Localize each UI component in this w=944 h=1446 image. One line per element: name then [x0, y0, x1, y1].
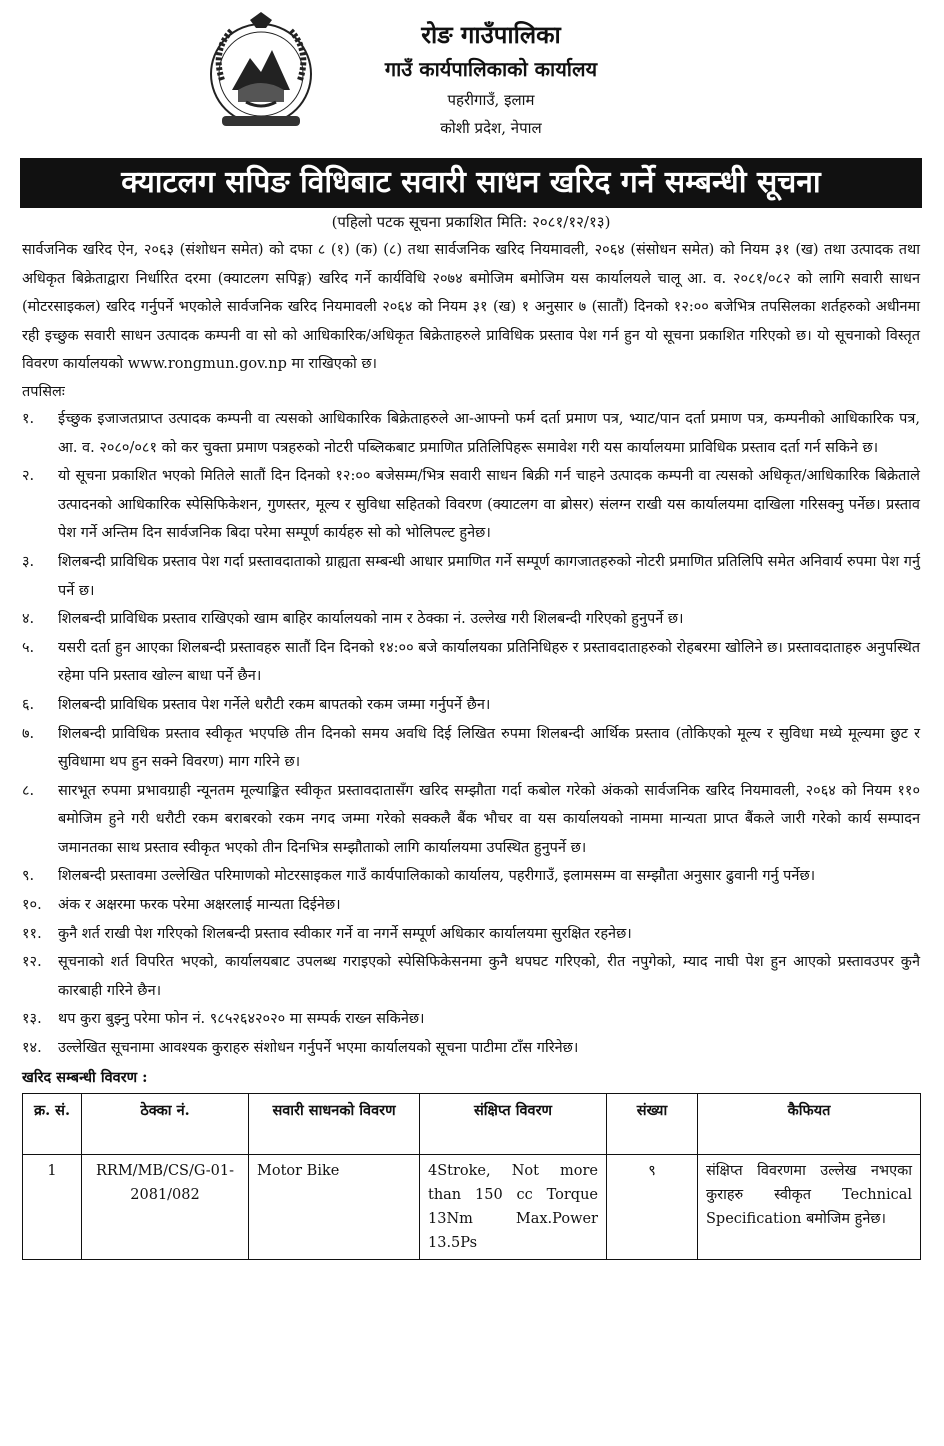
- condition-text: शिलबन्दी प्राविधिक प्रस्ताव पेश गर्नेले धरौटी रकम बापतको रकम जम्मा गर्नुपर्ने छैन।: [58, 696, 491, 713]
- condition-number: १.: [22, 410, 35, 427]
- cell-serial: 1: [23, 1154, 82, 1259]
- condition-number: ७.: [22, 725, 35, 742]
- column-header-vehicle: सवारी साधनको विवरण: [249, 1093, 420, 1154]
- condition-text: ईच्छुक इजाजतप्राप्त उत्पादक कम्पनी वा त्यसको आधिकारिक बिक्रेताहरुले आ-आफ्नो फर्म दर्ता प्रमाण पत्र, भ्याट/पान दर्ता प्रमाण पत्र, कम्पनीको आधिकारिक पत्र, आ. व. २०८०/०८१ को कर चुक्ता प्रमाण पत्रहरुको नोटरी पब्लिकबाट प्रमाणित प्रतिलिपिहरू समावेश गरी यस कार्यालयमा प्राविधिक प्रस्ताव दर्ता गर्न सकिने छ।: [58, 410, 920, 456]
- conditions-label: तपसिलः: [22, 383, 65, 400]
- column-header-brief: संक्षिप्त विवरण: [420, 1093, 607, 1154]
- condition-text: थप कुरा बुझ्नु परेमा फोन नं. ९८५२६४२०२० मा सम्पर्क राख्न सकिनेछ।: [58, 1011, 425, 1028]
- condition-item: [22, 605, 920, 634]
- condition-item: [22, 948, 920, 1005]
- column-header-contract-no: ठेक्का नं.: [82, 1093, 249, 1154]
- condition-item: [22, 691, 920, 720]
- condition-text: उल्लेखित सूचनामा आवश्यक कुराहरु संशोधन गर्नुपर्ने भएमा कार्यालयको सूचना पाटीमा टाँस गरिनेछ।: [58, 1040, 579, 1057]
- letterhead-text: [22, 18, 920, 142]
- condition-number: १२.: [22, 954, 42, 971]
- procurement-table: [22, 1093, 921, 1260]
- condition-number: ३.: [22, 553, 35, 570]
- condition-text: अंक र अक्षरमा फरक परेमा अक्षरलाई मान्यता दिईनेछ।: [58, 897, 341, 914]
- notice-title: क्याटलग सपिङ विधिबाट सवारी साधन खरिद गर्ने सम्बन्धी सूचना: [20, 158, 922, 208]
- condition-text: शिलबन्दी प्राविधिक प्रस्ताव पेश गर्दा प्रस्तावदाताको ग्राह्यता सम्बन्धी आधार प्रमाणित गर्ने सम्पूर्ण कागजातहरुको नोटरी प्रमाणित प्रतिलिपि समेत अनिवार्य रुपमा पेश गर्नु पर्ने छ।: [58, 553, 920, 599]
- condition-text: यो सूचना प्रकाशित भएको मितिले सातौं दिन दिनको १२:०० बजेसम्म/भित्र सवारी साधन बिक्री गर्न चाहने उत्पादक कम्पनी वा त्यसको अधिकृत/आधिकारिक बिक्रेताले उत्पादनको आधिकारिक स्पेसिफिकेशन, गुणस्तर, मूल्य र सुविधा सहितको विवरण (क्याटलग वा ब्रोसर) संलग्न राखी यस कार्यालयमा दाखिला गरिसक्नु पर्नेछ। प्रस्ताव पेश गर्ने अन्तिम दिन सार्वजनिक बिदा परेमा सम्पूर्ण कार्यहरु सो को भोलिपल्ट हुनेछ।: [58, 468, 920, 542]
- condition-item: [22, 720, 920, 777]
- cell-brief: 4Stroke, Not more than 150 cc Torque 13Nm Max.Power 13.5Ps: [420, 1154, 607, 1259]
- municipality-name: रोङ गाउँपालिका: [421, 20, 561, 49]
- cell-remarks: संक्षिप्त विवरणमा उल्लेख नभएका कुराहरु स्वीकृत Technical Specification बमोजिम हुनेछ।: [698, 1154, 921, 1259]
- condition-item: [22, 1034, 920, 1063]
- letterhead: [22, 10, 920, 158]
- condition-item: [22, 1005, 920, 1034]
- cell-contract-no: RRM/MB/CS/G-01-2081/082: [82, 1154, 249, 1259]
- condition-item: [22, 920, 920, 949]
- table-row: [23, 1154, 921, 1259]
- cell-quantity: ९: [607, 1154, 698, 1259]
- cell-vehicle: Motor Bike: [249, 1154, 420, 1259]
- procurement-details-heading: खरिद सम्बन्धी विवरण :: [22, 1068, 148, 1086]
- condition-number: १०.: [22, 897, 42, 914]
- condition-text: शिलबन्दी प्राविधिक प्रस्ताव स्वीकृत भएपछि तीन दिनको समय अवधि दिई लिखित रुपमा शिलबन्दी आर्थिक प्रस्ताव (तोकिएको मूल्य र सुविधा मध्ये मूल्यमा छुट र सुविधामा थप हुन सक्ने विवरण) माग गरिने छ।: [58, 725, 920, 771]
- condition-item: [22, 862, 920, 891]
- column-header-quantity: संख्या: [607, 1093, 698, 1154]
- condition-text: सूचनाको शर्त विपरित भएको, कार्यालयबाट उपलब्ध गराइएको स्पेसिफिकेसनमा कुनै थपघट गरिएको, रीत नपुगेको, म्याद नाघी पेश हुन आएको प्रस्तावउपर कुनै कारबाही गरिने छैन।: [58, 954, 920, 999]
- condition-item: [22, 777, 920, 863]
- condition-item: [22, 634, 920, 691]
- table-header-row: [23, 1093, 921, 1154]
- condition-item: [22, 462, 920, 548]
- condition-text: कुनै शर्त राखी पेश गरिएको शिलबन्दी प्रस्ताव स्वीकार गर्ने वा नगर्ने सम्पूर्ण अधिकार कार्यालयमा सुरक्षित रहनेछ।: [58, 925, 632, 942]
- column-header-serial: क्र. सं.: [23, 1093, 82, 1154]
- condition-number: ६.: [22, 696, 35, 713]
- office-address: पहरीगाउँ, इलाम: [447, 91, 535, 109]
- intro-paragraph: सार्वजनिक खरिद ऐन, २०६३ (संशोधन समेत) को दफा ८ (१) (क) (८) तथा सार्वजनिक खरिद नियमावली, २०६४ (संसोधन समेत) को नियम ३१ (ख) तथा उत्पादक तथा अधिकृत बिक्रेताद्वारा निर्धारित दरमा (क्याटलग सपिङ्ग) खरिद गर्ने कार्यविधि २०७४ बमोजिम बमोजिम यस कार्यालयले चालू आ. व. २०८१/०८२ को लागि सवारी साधन (मोटरसाइकल) खरिद गर्नुपर्ने भएकोले सार्वजनिक खरिद नियमावली २०६४ को नियम ३१ (ख) १ अनुसार ७ (सातौं) दिनको १२:०० बजेभित्र तपसिलका शर्तहरुको अधीनमा रही इच्छुक सवारी साधन उत्पादक कम्पनी वा सो को आधिकारिक/अधिकृत बिक्रेताहरुले प्राविधिक प्रस्ताव पेश गर्न हुन यो सूचना प्रकाशित गरिएको छ। यो सूचनाको विस्तृत विवरण कार्यालयको www.rongmun.gov.np मा राखिएको छ।: [22, 242, 920, 373]
- office-name: गाउँ कार्यपालिकाको कार्यालय: [384, 57, 598, 81]
- condition-text: शिलबन्दी प्रस्तावमा उल्लेखित परिमाणको मोटरसाइकल गाउँ कार्यपालिकाको कार्यालय, पहरीगाउँ, इलामसम्म वा सम्झौता अनुसार ढुवानी गर्नु पर्नेछ।: [58, 868, 816, 885]
- condition-number: ४.: [22, 611, 35, 628]
- conditions-list: [22, 405, 920, 1063]
- condition-text: सारभूत रुपमा प्रभावग्राही न्यूनतम मूल्याङ्कित स्वीकृत प्रस्तावदातासँग खरिद सम्झौता गर्दा कबोल गरेको अंकको सार्वजनिक खरिद नियमावली, २०६४ को नियम ११० बमोजिम हुने गरी धरौटी रकम बराबरको रकम नगद जम्मा गरेको सक्कलै बैंक भौचर वा यस कार्यालयको नाममा मान्यता प्राप्त बैंकले जारी गरेको कार्य सम्पादन जमानतका साथ प्रस्ताव स्वीकृत भएको तीन दिनभित्र सम्झौताको लागि कार्यालयमा उपस्थित हुनुपर्ने छ।: [58, 782, 920, 856]
- condition-number: १३.: [22, 1011, 42, 1028]
- column-header-remarks: कैफियत: [698, 1093, 921, 1154]
- condition-text: यसरी दर्ता हुन आएका शिलबन्दी प्रस्तावहरु सातौं दिन दिनको १४:०० बजे कार्यालयका प्रतिनिधिहरु र प्रस्तावदाताहरुको रोहबरमा खोलिने छ। प्रस्तावदाताहरु अनुपस्थित रहेमा पनि प्रस्ताव खोल्न बाधा पर्ने छैन।: [58, 639, 920, 685]
- condition-number: २.: [22, 468, 35, 485]
- condition-item: [22, 891, 920, 920]
- condition-item: [22, 548, 920, 605]
- condition-number: ८.: [22, 782, 35, 799]
- condition-text: शिलबन्दी प्राविधिक प्रस्ताव राखिएको खाम बाहिर कार्यालयको नाम र ठेक्का नं. उल्लेख गरी शिलबन्दी गरिएको हुनुपर्ने छ।: [58, 611, 684, 628]
- condition-number: ५.: [22, 639, 35, 656]
- condition-item: [22, 405, 920, 462]
- publication-date: (पहिलो पटक सूचना प्रकाशित मिति: २०८१/१२/१३): [331, 213, 611, 231]
- condition-number: ९.: [22, 868, 35, 885]
- condition-number: ११.: [22, 925, 42, 942]
- condition-number: १४.: [22, 1040, 42, 1057]
- province-country: कोशी प्रदेश, नेपाल: [440, 119, 542, 137]
